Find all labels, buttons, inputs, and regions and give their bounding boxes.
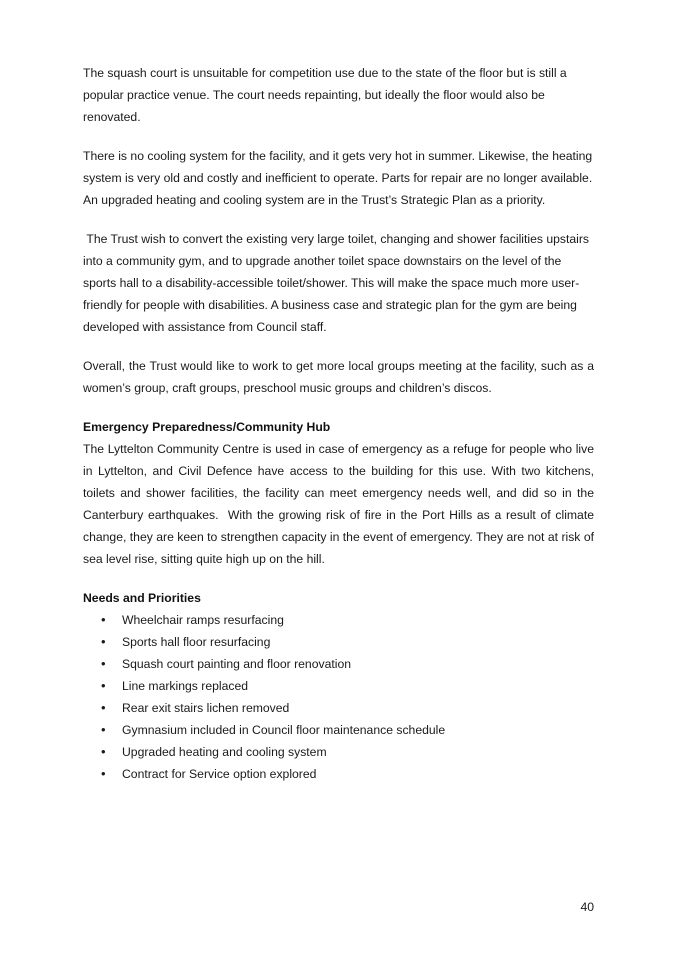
bullet-icon: • xyxy=(101,766,106,781)
list-item-label: Rear exit stairs lichen removed xyxy=(122,701,290,715)
list-item-label: Sports hall floor resurfacing xyxy=(122,635,271,649)
bullet-icon: • xyxy=(101,744,106,759)
list-item xyxy=(83,675,594,697)
bullet-icon: • xyxy=(101,722,106,737)
list-item xyxy=(83,741,594,763)
list-item xyxy=(83,697,594,719)
bullet-icon: • xyxy=(101,612,106,627)
list-item-label: Gymnasium included in Council floor maintenance schedule xyxy=(122,723,446,737)
list-item xyxy=(83,763,594,785)
bullet-icon: • xyxy=(101,678,106,693)
list-item xyxy=(83,653,594,675)
list-item-label: Squash court painting and floor renovation xyxy=(122,657,352,671)
list-item-label: Contract for Service option explored xyxy=(122,767,317,781)
list-item-label: Line markings replaced xyxy=(122,679,249,693)
bullet-icon: • xyxy=(101,656,106,671)
paragraph-emergency-hub: The Lyttelton Community Centre is used in case of emergency as a refuge for people who live in Lyttelton, and Civil Defence have access to the building for this use. With two kitchens, toilets and shower facilities, the facility can meet emergency needs well, and did so in the Canterbury earthquakes. With the growing risk of fire in the Port Hills as a result of climate change, they are keen to strengthen capacity in the event of emergency. They are not at risk of sea level rise, sitting quite high up on the hill. xyxy=(83,442,598,566)
bullet-icon: • xyxy=(101,700,106,715)
paragraph-local-groups: Overall, the Trust would like to work to get more local groups meeting at the facility, such as a women’s group, craft groups, preschool music groups and children’s discos. xyxy=(83,359,598,395)
list-item-label: Upgraded heating and cooling system xyxy=(122,745,327,759)
paragraph-gym-conversion: The Trust wish to convert the existing very large toilet, changing and shower facilities upstairs into a community gym, and to upgrade another toilet space downstairs on the level of the sports hall to a disability-accessible toilet/shower. This will make the space much more user-friendly for people with disabilities. A business case and strategic plan for the gym are being developed with assistance from Council staff. xyxy=(83,232,593,334)
paragraph-heating-cooling: There is no cooling system for the facility, and it gets very hot in summer. Likewise, the heating system is very old and costly and inefficient to operate. Parts for repair are no longer available. An upgraded heating and cooling system are in the Trust’s Strategic Plan as a priority. xyxy=(83,149,596,207)
page-number: 40 xyxy=(580,900,594,914)
heading-emergency-preparedness: Emergency Preparedness/Community Hub xyxy=(83,420,331,434)
bullet-icon: • xyxy=(101,634,106,649)
heading-needs-and-priorities: Needs and Priorities xyxy=(83,591,201,605)
list-item xyxy=(83,719,594,741)
paragraph-squash-court: The squash court is unsuitable for competition use due to the state of the floor but is still a popular practice venue. The court needs repainting, but ideally the floor would also be renovated. xyxy=(83,66,571,124)
list-item xyxy=(83,631,594,653)
list-item xyxy=(83,609,594,631)
page-content xyxy=(83,62,598,785)
list-item-label: Wheelchair ramps resurfacing xyxy=(122,613,284,627)
needs-priorities-list xyxy=(83,609,594,785)
